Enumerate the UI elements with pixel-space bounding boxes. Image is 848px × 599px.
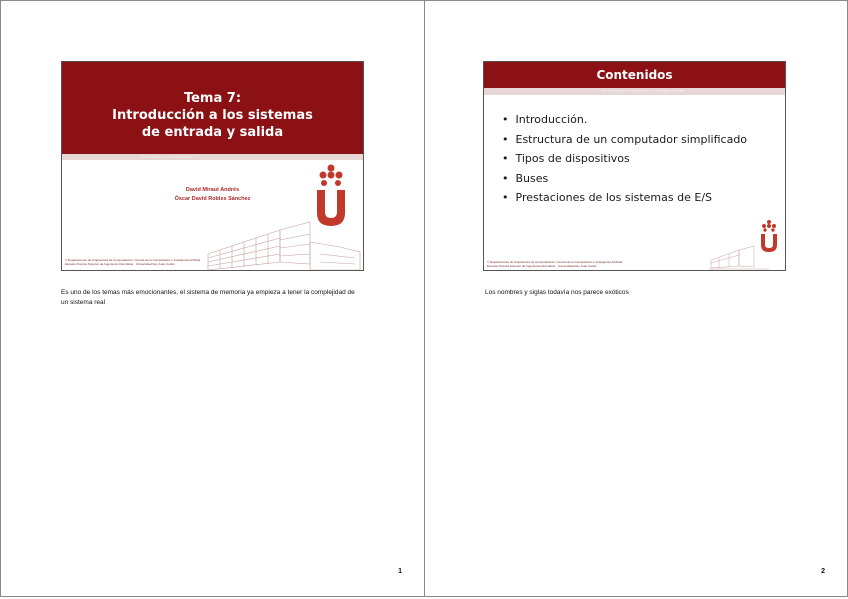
page-number: 1 xyxy=(398,568,402,575)
speaker-notes: Es uno de los temas más emocionantes, el sistema de memoria ya empieza a tener la complejidad de un sistema real xyxy=(61,289,355,306)
author-name: Óscar David Robles Sánchez xyxy=(174,196,251,202)
list-item: • Introducción. xyxy=(502,110,747,130)
list-item: • Prestaciones de los sistemas de E/S xyxy=(502,188,747,208)
title-line: Tema 7: xyxy=(183,91,242,106)
slide-footer xyxy=(487,260,622,268)
title-line: Introducción a los sistemas xyxy=(112,108,313,123)
list-item: • Estructura de un computador simplificado xyxy=(502,130,747,150)
strip-text: Estructura de Computadores xyxy=(142,154,194,159)
list-item: • Buses xyxy=(502,169,747,189)
urjc-logo-icon xyxy=(312,160,350,230)
speaker-notes: Los nombres y siglas todavía nos parece exóticos xyxy=(485,289,629,296)
slide-title xyxy=(62,90,363,141)
footer-line: © Departamento de Arquitectura de Computadores, Ciencia de la Computación e Inteligencia Artificial xyxy=(65,258,200,262)
slide-title: Contenidos xyxy=(596,68,673,82)
subtitle-strip xyxy=(484,88,785,95)
list-item: • Tipos de dispositivos xyxy=(502,149,747,169)
footer-line: Escuela Técnica Superior de Ingeniería Informática · Universidad Rey Juan Carlos xyxy=(65,262,175,266)
urjc-logo-icon xyxy=(758,218,780,254)
slide-footer xyxy=(65,258,200,266)
slide-thumbnail-1 xyxy=(61,61,364,271)
footer-line: © Departamento de Arquitectura de Computadores, Ciencia de la Computación e Inteligencia Artificial xyxy=(487,260,622,264)
footer-line: Escuela Técnica Superior de Ingeniería Informática · Universidad Rey Juan Carlos xyxy=(487,264,597,268)
title-line: de entrada y salida xyxy=(141,125,284,140)
slide-thumbnail-2 xyxy=(483,61,786,271)
strip-text: Introducción a los sistemas de entrada y salida xyxy=(602,88,686,93)
author-name: David Miraut Andrés xyxy=(185,187,240,193)
bullet-list xyxy=(502,110,747,208)
page-number: 2 xyxy=(821,568,825,575)
